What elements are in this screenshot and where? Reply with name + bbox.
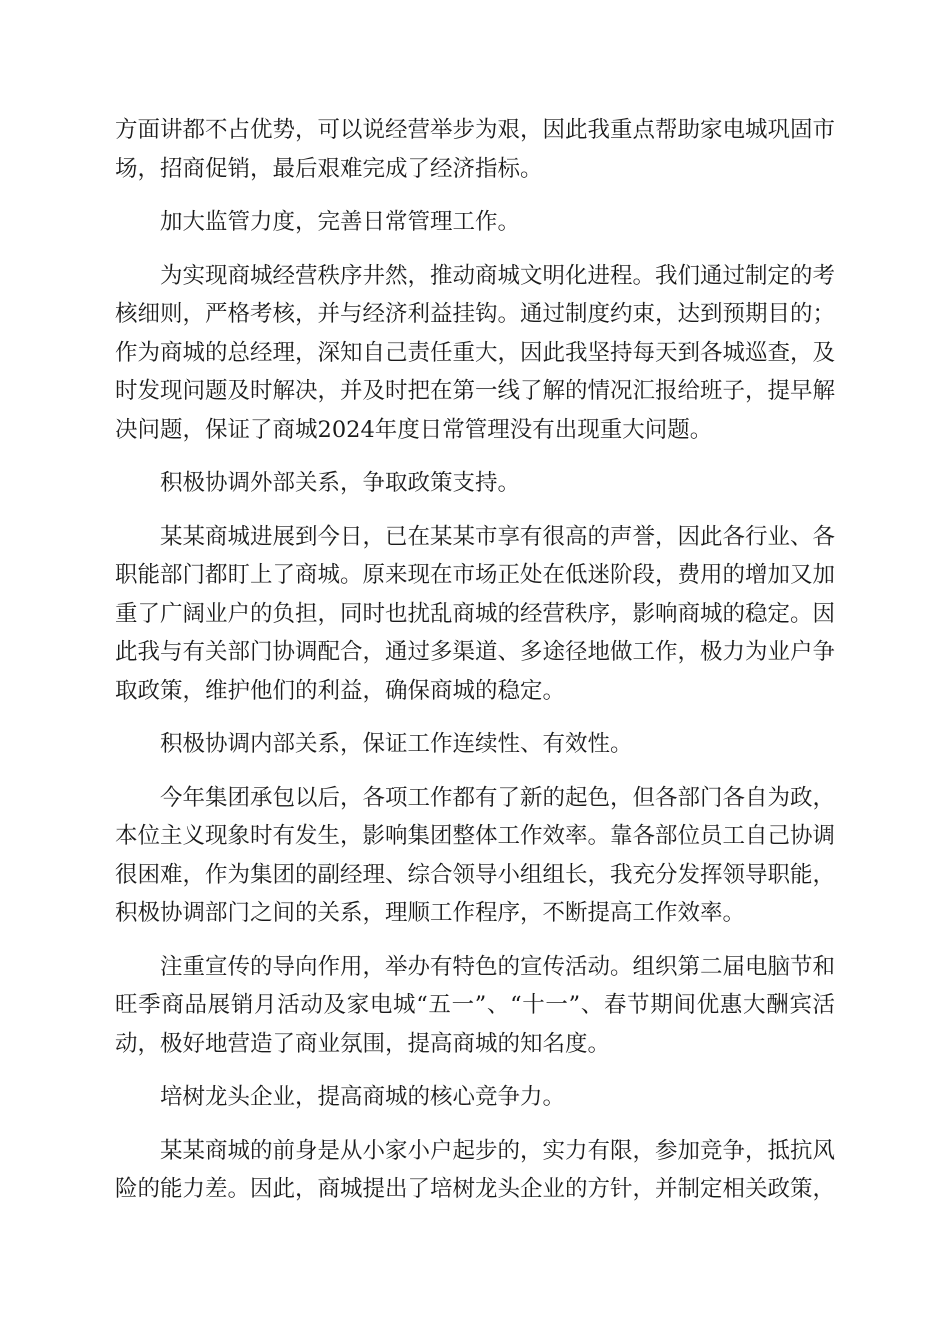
section-heading: 培树龙头企业，提高商城的核心竞争力。 (160, 1084, 566, 1110)
paragraph: 某某商城进展到今日，已在某某市享有很高的声誉，因此各行业、各职能部门都盯上了商城。原来现在市场正处在低迷阶段，费用的增加又加重了广阔业户的负担，同时也扰乱商城的经营秩序，影响商城的稳定。因此我与有关部门协调配合，通过多渠道、多途径地做工作，极力为业户争取政策，维护他们的利益，确保商城的稳定。 (115, 523, 836, 704)
section-heading: 积极协调内部关系，保证工作连续性、有效性。 (160, 731, 633, 757)
paragraph: 今年集团承包以后，各项工作都有了新的起色，但各部门各自为政，本位主义现象时有发生，影响集团整体工作效率。靠各部位员工自己协调很困难，作为集团的副经理、综合领导小组组长，我充分发挥领导职能，积极协调部门之间的关系，理顺工作程序，不断提高工作效率。 (115, 784, 836, 926)
section-heading: 积极协调外部关系，争取政策支持。 (160, 470, 521, 496)
paragraph: 方面讲都不占优势，可以说经营举步为艰，因此我重点帮助家电城巩固市场，招商促销，最后艰难完成了经济指标。 (115, 117, 836, 182)
paragraph: 为实现商城经营秩序井然，推动商城文明化进程。我们通过制定的考核细则，严格考核，并与经济利益挂钩。通过制度约束，达到预期目的；作为商城的总经理，深知自己责任重大，因此我坚持每天到各城巡查，及时发现问题及时解决，并及时把在第一线了解的情况汇报给班子，提早解决问题，保证了商城2024年度日常管理没有出现重大问题。 (115, 262, 836, 443)
section-heading: 加大监管力度，完善日常管理工作。 (160, 209, 521, 235)
paragraph: 注重宣传的导向作用，举办有特色的宣传活动。组织第二届电脑节和旺季商品展销月活动及家电城“五一”、“十一”、春节期间优惠大酬宾活动，极好地营造了商业氛围，提高商城的知名度。 (115, 953, 836, 1057)
paragraph: 某某商城的前身是从小家小户起步的，实力有限，参加竞争，抵抗风险的能力差。因此，商城提出了培树龙头企业的方针，并制定相关政策， (115, 1137, 836, 1202)
document-body (115, 111, 835, 1224)
